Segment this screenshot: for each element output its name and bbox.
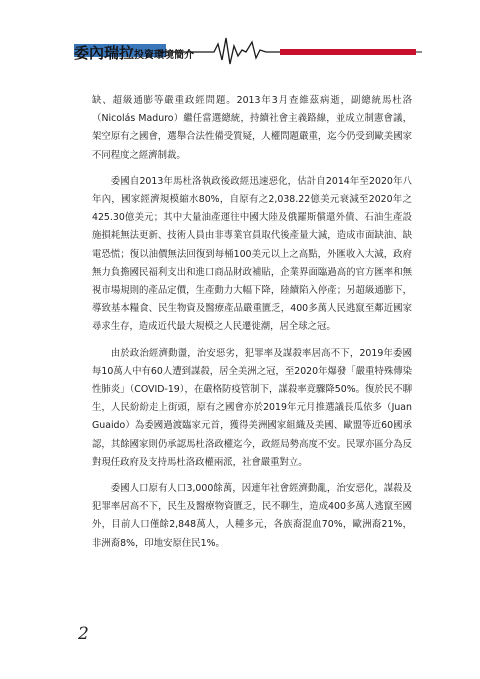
body-text: [92, 92, 412, 553]
heartbeat-line-decoration: [0, 0, 480, 70]
header-title-main: 委內瑞拉: [74, 44, 135, 62]
header-title-sub: 投資環境簡介: [134, 50, 195, 61]
page-number: 2: [78, 624, 89, 644]
paragraph-1: 缺、超級通膨等嚴重政經問題。2013年3月查維茲病逝，副總統馬杜洛（Nicolás Maduro）繼任當選總統，持續社會主義路線，並成立制憲會議，架空原有之國會，選舉合法性備受質疑，人權問題嚴重，迄今仍受到歐美國家不同程度之經濟制裁。: [92, 95, 412, 161]
paragraph-4: 委國人口原有人口3,000餘萬，因連年社會經濟動亂，治安惡化，謀殺及犯罪率居高不下，民生及醫療物資匱乏，民不聊生，造成400多萬人逃竄至國外，目前人口僅餘2,848萬人，人種多元，各族裔混血70%，歐洲裔21%，非洲裔8%，印地安原住民1%。: [92, 483, 412, 549]
header-title: [74, 42, 194, 63]
paragraph-3: 由於政治經濟動盪，治安惡劣，犯罪率及謀殺率居高不下，2019年委國每10萬人中有60人遭到謀殺，居全美洲之冠，至2020年爆發「嚴重特殊傳染性肺炎」（COVID-19），在嚴格防疫管制下，謀殺率竟驟降50%。復於民不聊生，人民紛紛走上街頭，原有之國會亦於2019年元月推選議長瓜依多（Juan Guaido）為委國過渡臨家元首，獲得美洲國家組織及美國、歐盟等近60國承認，其餘國家則仍承認馬杜洛政權迄今，政經局勢高度不安。民眾亦區分為反對現任政府及支持馬杜洛政權兩派，社會嚴重對立。: [92, 347, 412, 468]
paragraph-2: 委國自2013年馬杜洛執政後政經迅速惡化，估計自2014年至2020年八年內，國家經濟規模縮水80%，自原有之2,038.22億美元衰減至2020年之425.30億美元；其中大量油產運往中國大陸及俄羅斯償還外債、石油生產設施損耗無法更新、技術人員由非專業官員取代後產量大減，造成市面缺油、缺電恐慌；復以油價無法回復到每桶100美元以上之高點，外匯收入大減，政府無力負擔國民福利支出和進口商品財政補貼，企業界面臨過高的官方匯率和無視市場規則的產品定價，生產動力大幅下降，陸續陷入停產；另超級通膨下，導致基本糧食、民生物資及醫療產品嚴重匱乏，400多萬人民逃竄至鄰近國家尋求生存，造成近代最大規模之人民遷徙潮，居全球之冠。: [92, 175, 412, 333]
page-header: [0, 0, 480, 70]
